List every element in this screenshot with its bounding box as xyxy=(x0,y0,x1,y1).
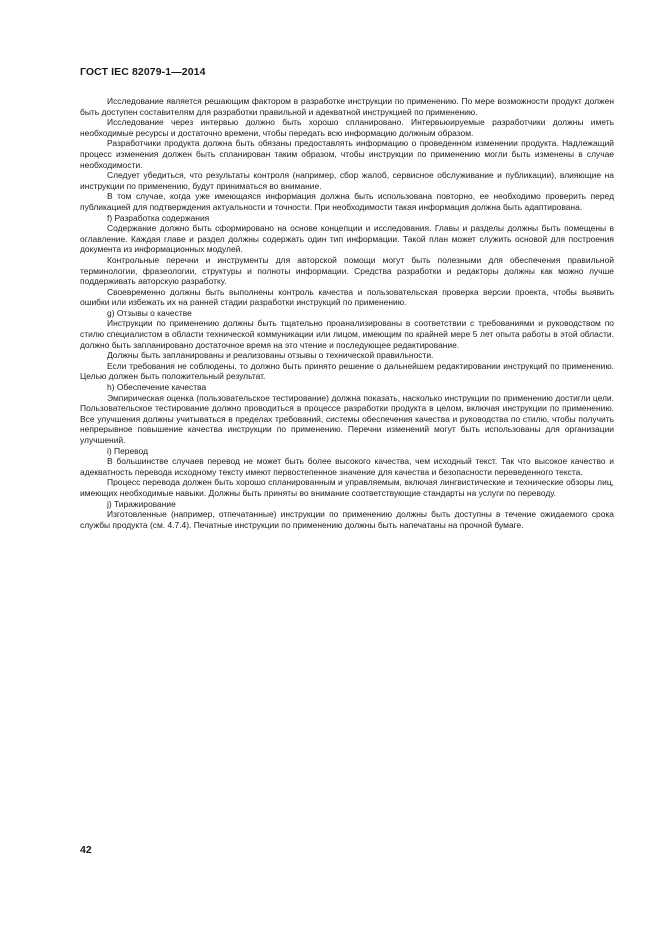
document-body xyxy=(80,96,614,530)
section-heading-i: i) Перевод xyxy=(107,445,148,456)
section-heading-f: f) Разработка содержания xyxy=(107,212,210,223)
paragraph: Своевременно должны быть выполнены контроль качества и пользовательская проверка версии проекта, чтобы выявить ошибки или избежать их на ранней стадии разработки инструкций по применению. xyxy=(80,286,614,308)
paragraph: Инструкции по применению должны быть тщательно проанализированы в соответствии с требованиями и руководством по стилю специалистом в области технической коммуникации или лицом, имеющим по крайней мере 5 лет опыта работы в этой области. должно быть запланировано достаточное время на это чтение и последующее редактирование. xyxy=(80,318,614,350)
paragraph: Следует убедиться, что результаты контроля (например, сбор жалоб, сервисное обслуживание и публикации), влияющие на инструкции по применению, будут приниматься во внимание. xyxy=(80,170,614,191)
section-heading-h: h) Обеспечение качества xyxy=(107,382,207,393)
paragraph: Исследование является решающим фактором в разработке инструкции по применению. По мере возможности продукт должен быть доступен составителям для разработки правильной и адекватной инструкцией по применению. xyxy=(80,96,614,117)
paragraph: Исследование через интервью должно быть хорошо спланировано. Интервьюируемые разработчики должны иметь необходимые ресурсы и достаточно времени, чтобы передать всю информацию должным образом. xyxy=(80,117,614,138)
paragraph: Процесс перевода должен быть хорошо спланированным и управляемым, включая лингвистические и технические обзоры лиц, имеющих необходимые навыки. Должны быть приняты во внимание соответствующие стандарты на услуги по переводу. xyxy=(80,477,614,498)
paragraph: Должны быть запланированы и реализованы отзывы о технической правильности. xyxy=(107,350,434,361)
paragraph: Если требования не соблюдены, то должно быть принято решение о дальнейшем редактировании инструкций по применению. Целью должен быть положительный результат. xyxy=(80,360,614,382)
paragraph: В том случае, когда уже имеющаяся информация должна быть использована повторно, ее необходимо проверить перед публикацией для подтверждения актуальности и точности. При необходимости такая информация должна быть адаптирована. xyxy=(80,191,614,212)
section-heading-g: g) Отзывы о качестве xyxy=(107,307,192,318)
document-header-title: ГОСТ IEC 82079-1—2014 xyxy=(80,66,206,78)
page-number: 42 xyxy=(80,844,92,856)
paragraph: Содержание должно быть сформировано на основе концепции и исследования. Главы и разделы должны быть помещены в оглавление. Каждая главе и раздел должны содержать один тип информации. Такой план может служить основой для построения документа из информационных модулей. xyxy=(80,223,614,255)
paragraph: В большинстве случаев перевод не может быть более высокого качества, чем исходный текст. Так что высокое качество и адекватность перевода исходному тексту имеют первостепенное значение для качества и безопасности переведенного текста. xyxy=(80,456,614,477)
paragraph: Разработчики продукта должна быть обязаны предоставлять информацию о проведенном изменении продукта. Надлежащий процесс изменения должен быть спланирован таким образом, чтобы инструкции по применению могли быть изменены в случае необходимости. xyxy=(80,138,614,170)
paragraph: Эмпирическая оценка (пользовательское тестирование) должна показать, насколько инструкции по применению достигли цели. Пользовательское тестирование должно проводиться в процессе разработки продукта в целом, включая инструкции по применению. Все улучшения должны учитываться в пределах требований, системы обеспечения качества и руководства по стилю, чтобы получить непрерывное повышение качества инструкции по применению. Перечни изменений могут быть использованы для организации улучшений. xyxy=(80,392,614,445)
paragraph: Изготовленные (например, отпечатанные) инструкции по применению должны быть доступны в течение ожидаемого срока службы продукта (см. 4.7.4). Печатные инструкции по применению должны быть напечатаны на прочной бумаге. xyxy=(80,509,614,530)
section-heading-j: j) Тиражирование xyxy=(107,498,176,509)
paragraph: Контрольные перечни и инструменты для авторской помощи могут быть полезными для обеспечения правильной терминологии, фразеологии, структуры и полноты информации. Средства разработки и редакторы должны как можно лучше поддерживать авторскую разработку. xyxy=(80,254,614,287)
